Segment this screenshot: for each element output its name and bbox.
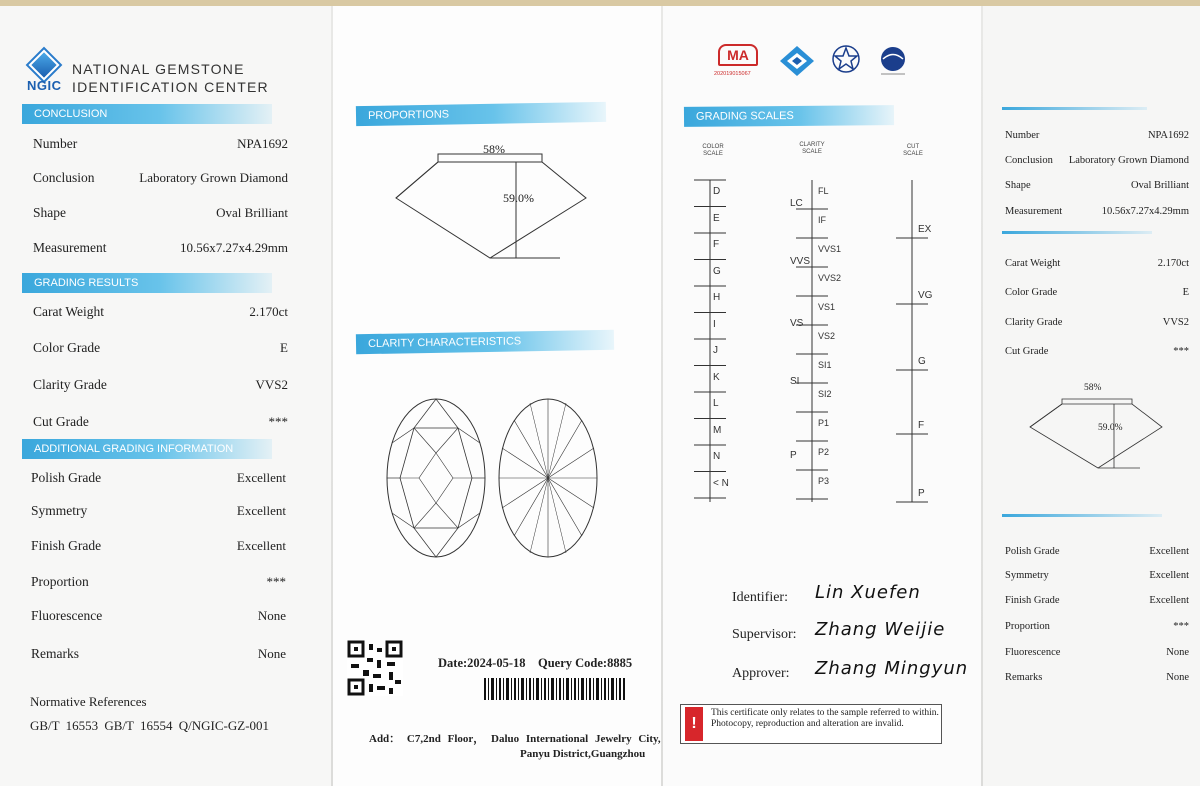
scale-label: F xyxy=(713,239,720,250)
issue-date: Date:2024-05-18 xyxy=(438,656,526,670)
scale-label: VVS2 xyxy=(818,273,842,283)
field-value: Excellent xyxy=(1149,595,1189,606)
field-value: NPA1692 xyxy=(237,136,288,151)
field-value: E xyxy=(280,340,288,355)
scale-label: G xyxy=(713,265,721,277)
field-label: Number xyxy=(33,136,78,151)
scale-label: G xyxy=(918,356,926,367)
field-row xyxy=(31,646,286,662)
zjgj-seal-icon xyxy=(876,46,910,76)
fold-line xyxy=(981,6,983,786)
field-value: Laboratory Grown Diamond xyxy=(139,170,288,185)
field-value: None xyxy=(257,646,286,661)
field-value: Excellent xyxy=(236,470,286,485)
field-row xyxy=(1005,672,1189,683)
additional-info-band: ADDITIONAL GRADING INFORMATION xyxy=(22,439,272,459)
references-title: Normative References xyxy=(30,694,147,709)
scale-label: I xyxy=(713,318,716,330)
color-scale-title xyxy=(696,144,730,158)
diamond-seal-icon xyxy=(780,46,814,76)
field-label: Finish Grade xyxy=(31,538,102,553)
clarity-plot-diagram xyxy=(384,398,604,564)
field-row xyxy=(33,340,288,356)
field-label: Fluorescence xyxy=(1005,647,1061,658)
scale-label: EX xyxy=(918,224,932,235)
star-seal-icon xyxy=(832,44,860,74)
field-label: Measurement xyxy=(1005,206,1063,217)
clarity-scale-title-2: SCALE xyxy=(802,149,822,155)
signature-role: Identifier: xyxy=(732,590,788,605)
grading-scales-band: GRADING SCALES xyxy=(684,105,894,127)
depth-percent: 59.0% xyxy=(503,191,534,205)
field-value: None xyxy=(257,608,286,623)
diamond-logo-icon xyxy=(28,49,59,80)
scale-label: SI2 xyxy=(818,389,832,399)
field-label: Proportion xyxy=(1005,621,1050,632)
clarity-characteristics-band: CLARITY CHARACTERISTICS xyxy=(356,330,614,354)
field-label: Polish Grade xyxy=(31,470,102,485)
field-row xyxy=(1005,346,1189,357)
field-label: Proportion xyxy=(31,574,89,589)
field-value: VVS2 xyxy=(255,377,288,392)
field-row xyxy=(33,205,288,221)
field-row xyxy=(31,470,286,486)
field-row xyxy=(33,414,288,430)
cut-scale-title-2: SCALE xyxy=(903,151,923,157)
scale-label: N xyxy=(713,451,721,462)
field-value: 2.170ct xyxy=(1157,258,1189,269)
ngic-logo xyxy=(27,54,67,94)
field-row xyxy=(33,170,288,186)
fold-line xyxy=(661,6,663,786)
signature-name: Zhang Weijie xyxy=(815,619,946,640)
field-label: Clarity Grade xyxy=(1005,317,1063,328)
scale-label: P2 xyxy=(818,447,830,457)
notice-text: This certificate only relates to the sample referred to within. Photocopy, reproduction and alteration are invalid. xyxy=(711,708,939,729)
org-line-2: IDENTIFICATION CENTER xyxy=(72,79,269,95)
clarity-scale-title xyxy=(794,142,830,156)
ma-number: 202019015067 xyxy=(714,71,751,77)
scale-label: VS1 xyxy=(818,302,836,312)
field-value: *** xyxy=(1173,621,1189,632)
org-line-1: NATIONAL GEMSTONE xyxy=(72,61,245,77)
field-value: Oval Brilliant xyxy=(1130,180,1189,191)
field-label: Color Grade xyxy=(33,340,101,355)
field-row xyxy=(1005,130,1189,141)
scale-label: VVS xyxy=(790,256,811,267)
field-value: Excellent xyxy=(236,538,286,553)
field-label: Color Grade xyxy=(1005,287,1058,298)
field-value: 2.170ct xyxy=(249,304,288,319)
address-line-1: Add： C7,2nd Floor， Daluo International Jewelry City, xyxy=(369,733,661,745)
field-row xyxy=(1005,647,1189,658)
field-value: *** xyxy=(1173,346,1189,357)
references-value: GB/T 16553 GB/T 16554 Q/NGIC-GZ-001 xyxy=(30,718,270,733)
color-scale-title-2: SCALE xyxy=(703,151,723,157)
field-value: Laboratory Grown Diamond xyxy=(1068,155,1189,166)
field-value: E xyxy=(1182,287,1189,298)
scale-label: D xyxy=(713,186,721,197)
proportions-diagram xyxy=(390,140,600,266)
field-label: Conclusion xyxy=(33,170,95,185)
grading-scales-graphic xyxy=(680,170,950,510)
scale-label: M xyxy=(713,424,722,436)
fold-line xyxy=(331,6,333,786)
cut-scale-title-1: CUT xyxy=(906,144,920,150)
scale-label: P3 xyxy=(818,476,830,486)
summary-rule-top xyxy=(1002,107,1147,110)
field-label: Clarity Grade xyxy=(33,377,107,392)
field-row xyxy=(1005,258,1189,269)
field-label: Polish Grade xyxy=(1005,546,1060,557)
scale-label: P xyxy=(790,450,797,461)
field-row xyxy=(31,538,286,554)
scale-label: K xyxy=(713,371,720,383)
summary-rule-mid xyxy=(1002,231,1152,234)
field-row xyxy=(1005,287,1189,298)
signature-name: Lin Xuefen xyxy=(815,582,921,603)
ma-badge: MA xyxy=(718,44,758,66)
field-value: None xyxy=(1166,672,1189,683)
field-label: Measurement xyxy=(33,240,107,255)
field-value: Excellent xyxy=(1149,546,1189,557)
field-label: Remarks xyxy=(31,646,79,661)
field-value: *** xyxy=(268,414,288,429)
scale-label: F xyxy=(918,420,925,431)
field-label: Symmetry xyxy=(1005,570,1049,581)
qr-code-icon xyxy=(347,640,403,696)
field-value: Excellent xyxy=(1149,570,1189,581)
field-label: Carat Weight xyxy=(33,304,105,319)
field-row xyxy=(31,574,286,590)
field-label: Cut Grade xyxy=(33,414,89,429)
scale-label: SI1 xyxy=(818,360,832,370)
clarity-scale-title-1: CLARITY xyxy=(799,142,825,148)
scale-label: VS2 xyxy=(818,331,836,341)
field-row xyxy=(33,304,288,320)
warning-icon: ! xyxy=(685,707,703,741)
field-label: Number xyxy=(1005,130,1040,141)
field-value: *** xyxy=(266,574,286,589)
field-label: Carat Weight xyxy=(1005,258,1061,269)
signature-role: Approver: xyxy=(732,666,790,681)
field-row xyxy=(1005,570,1189,581)
signature-name: Zhang Mingyun xyxy=(815,658,969,679)
field-row xyxy=(31,608,286,624)
scale-label: E xyxy=(713,212,720,224)
address-line-2: Panyu District,Guangzhou xyxy=(520,748,646,760)
field-label: Cut Grade xyxy=(1005,346,1049,357)
scale-label: J xyxy=(713,345,718,356)
query-code: Query Code:8885 xyxy=(538,656,633,670)
field-value: None xyxy=(1166,647,1189,658)
logo-text: NGIC xyxy=(27,78,62,93)
field-label: Fluorescence xyxy=(31,608,103,623)
field-row xyxy=(1005,621,1189,632)
scale-label: IF xyxy=(818,215,826,225)
field-value: NPA1692 xyxy=(1147,130,1189,141)
scale-label: < N xyxy=(713,477,729,489)
field-label: Remarks xyxy=(1005,672,1043,683)
field-label: Shape xyxy=(1005,180,1031,191)
scale-label: VG xyxy=(918,290,933,301)
field-row xyxy=(33,377,288,393)
field-row xyxy=(1005,180,1189,191)
summary-rule-bottom xyxy=(1002,514,1162,517)
grading-results-band: GRADING RESULTS xyxy=(22,273,272,293)
proportions-band: PROPORTIONS xyxy=(356,102,606,126)
scale-label: VVS1 xyxy=(818,244,842,254)
summary-depth-percent: 59.0% xyxy=(1098,423,1123,433)
signature-role: Supervisor: xyxy=(732,627,797,642)
scale-label: LC xyxy=(790,198,803,209)
cut-scale-title xyxy=(896,144,930,158)
scale-label: VS xyxy=(790,318,804,329)
conclusion-band: CONCLUSION xyxy=(22,104,272,124)
field-value: 10.56x7.27x4.29mm xyxy=(1101,206,1189,217)
field-row xyxy=(33,240,288,256)
organization-name xyxy=(72,60,269,96)
barcode-icon xyxy=(484,678,626,700)
field-row xyxy=(1005,595,1189,606)
field-row xyxy=(31,503,286,519)
field-row xyxy=(1005,206,1189,217)
field-label: Symmetry xyxy=(31,503,88,518)
field-row xyxy=(33,136,288,152)
field-label: Finish Grade xyxy=(1005,595,1060,606)
field-label: Conclusion xyxy=(1005,155,1053,166)
field-value: 10.56x7.27x4.29mm xyxy=(180,240,288,255)
summary-table-percent: 58% xyxy=(1084,383,1102,393)
field-value: Excellent xyxy=(236,503,286,518)
field-label: Shape xyxy=(33,205,66,220)
scale-label: P1 xyxy=(818,418,830,428)
certificate-notice xyxy=(680,704,942,744)
scale-label: P xyxy=(918,488,925,499)
scale-label: H xyxy=(713,292,721,303)
scale-label: FL xyxy=(818,186,829,196)
field-row xyxy=(1005,155,1189,166)
table-percent: 58% xyxy=(483,142,505,156)
color-scale-title-1: COLOR xyxy=(702,144,724,150)
field-row xyxy=(1005,546,1189,557)
scale-label: L xyxy=(713,398,719,409)
field-value: Oval Brilliant xyxy=(216,205,288,220)
field-value: VVS2 xyxy=(1162,317,1189,328)
field-row xyxy=(1005,317,1189,328)
scale-label: SI xyxy=(790,376,800,387)
